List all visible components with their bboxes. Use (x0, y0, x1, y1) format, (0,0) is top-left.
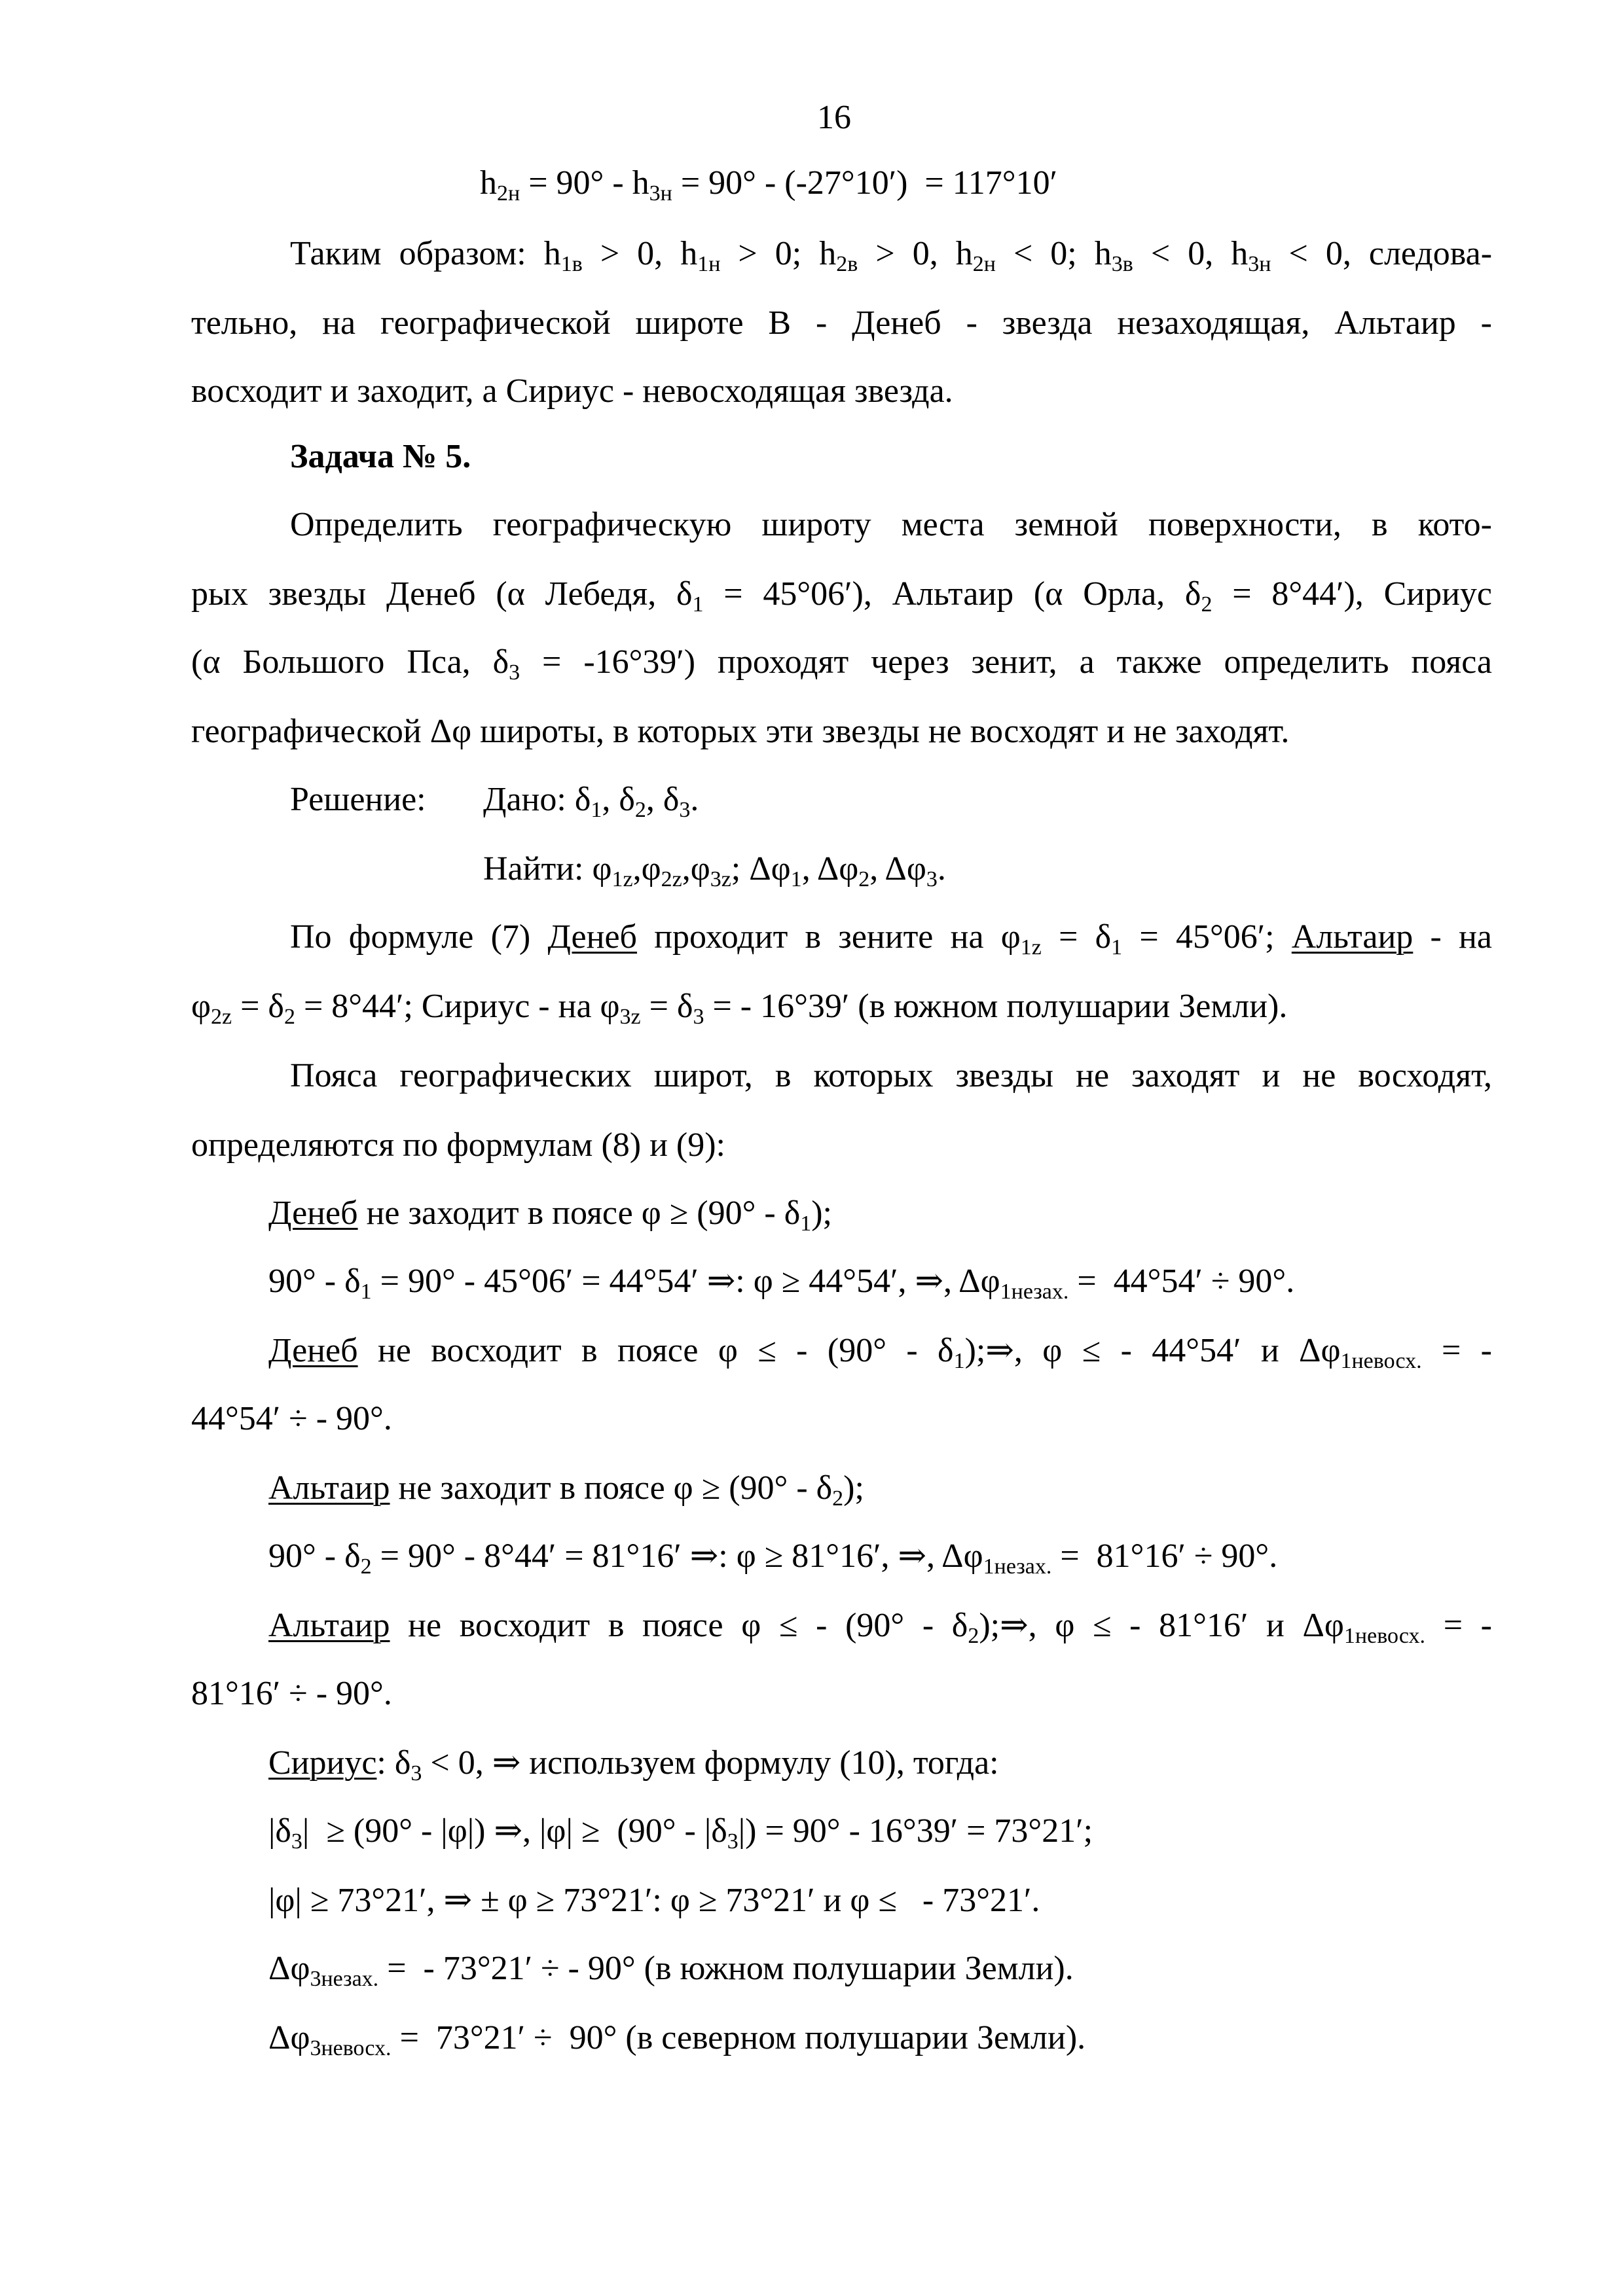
deneb-not-setting: Денеб не заходит в поясе $\varphi \ge (90^\circ - \delta_1)$; (268, 1194, 832, 1236)
sirius-line-1: Сириус: $\delta_3 < 0$, ⇒ используем формулу (10), тогда: (268, 1744, 999, 1785)
formula7-line-2: $\varphi_{2z} = \delta_2 = 8^\circ 44'$; Сириус - на $\varphi_{3z} = \delta_3$ = - 16°39′ (в южном полушарии Земли). (191, 988, 1288, 1029)
sirius-line-4: $\Delta\varphi_{3незах.}$ = - 73°21′ ÷ - 90° (в южном полушарии Земли). (268, 1950, 1074, 1991)
deneb-not-rising-2: 44°54′ ÷ - 90°. (191, 1400, 392, 1437)
solution-given: Дано: $\delta_1$, $\delta_2$, $\delta_3$. (483, 781, 699, 822)
page-number: 16 (817, 99, 851, 136)
belts-line-2: определяются по формулам (8) и (9): (191, 1126, 725, 1164)
altair-not-setting: Альтаир не заходит в поясе $\varphi \ge (90^\circ - \delta_2)$; (268, 1469, 864, 1511)
equation-h2n: $h_{2н} = 90^\circ - h_{3н} = 90^\circ - (-27^\circ 10') = 117^\circ 10'$ (480, 164, 1057, 206)
task-line-4: географической Δφ широты, в которых эти звезды не восходят и не заходят. (191, 713, 1290, 750)
deneb-not-rising-1: Денеб не восходит в поясе φ ≤ - $(90^\circ - \delta_1);\Rightarrow$, φ ≤ - 44°54′ и $\Delta\varphi_{1невосх.}$ = - (268, 1332, 1492, 1373)
sirius-line-5: $\Delta\varphi_{3невосх.} = 73^\circ 21' \div 90^\circ$ (в северном полушарии Земли). (268, 2019, 1086, 2060)
solution-find: Найти: $\varphi_{1z},\varphi_{2z},\varphi_{3z}$; $\Delta\varphi_1$, $\Delta\varphi_2$, $\Delta\varphi_3$. (483, 850, 946, 891)
task-title: Задача № 5. (290, 438, 471, 475)
solution-label: Решение: (290, 781, 426, 818)
deneb-calc: $90^\circ - \delta_1 = 90^\circ - 45^\circ 06' = 44^\circ 54'$ ⇒: φ ≥ 44°54′, ⇒, $\Delta\varphi_{1незах.} = 44^\circ 54' \div 90^\circ$. (268, 1263, 1295, 1304)
summary-line-2: тельно, на географической широте В - Денеб - звезда незаходящая, Альтаир - (191, 304, 1492, 342)
summary-line-3: восходит и заходит, а Сириус - невосходящая звезда. (191, 372, 953, 410)
altair-calc: $90^\circ - \delta_2 = 90^\circ - 8^\circ 44' = 81^\circ 16'$ ⇒: φ ≥ 81°16′, ⇒, $\Delta\varphi_{1незах.} = 81^\circ 16' \div 90^\circ$. (268, 1537, 1278, 1579)
altair-not-rising-1: Альтаир не восходит в поясе φ ≤ - $(90^\circ - \delta_2);\Rightarrow$, φ ≤ - 81°16′ и $\Delta\varphi_{1невосх.}$ = - (268, 1607, 1492, 1648)
summary-line-1: Таким образом: $h_{1в} > 0$, $h_{1н} > 0$; $h_{2в} > 0$, $h_{2н} < 0$; $h_{3в} < 0$, $h_{3н} < 0$, следова- (290, 235, 1493, 276)
formula7-line-1: По формуле (7) Денеб проходит в зените на $\varphi_{1z} = \delta_1 = 45^\circ 06'$; Альтаир - на (290, 918, 1492, 960)
sirius-line-3: |φ| ≥ 73°21′, ⇒ ± φ ≥ 73°21′: φ ≥ 73°21′ и φ ≤ - 73°21′. (268, 1882, 1040, 1919)
belts-line-1: Пояса географических широт, в которых звезды не заходят и не восходят, (290, 1057, 1492, 1094)
altair-not-rising-2: 81°16′ ÷ - 90°. (191, 1675, 392, 1712)
sirius-line-2: $|\delta_3| \ge (90^\circ - |\varphi|)$ ⇒, $|\varphi| \ge (90^\circ - |\delta_3|) = 90^\circ - 16^\circ 39' = 73^\circ 21'$; (268, 1812, 1093, 1854)
task-line-3: (α Большого Пса, $\delta_3 = -16^\circ 39'$) проходят через зенит, а также определить пояса (191, 643, 1492, 685)
task-line-1: Определить географическую широту места земной поверхности, в кото- (290, 506, 1492, 543)
task-line-2: рых звезды Денеб (α Лебедя, $\delta_1 = 45^\circ 06'$), Альтаир (α Орла, $\delta_2 = 8^\circ 44'$), Сириус (191, 575, 1493, 617)
